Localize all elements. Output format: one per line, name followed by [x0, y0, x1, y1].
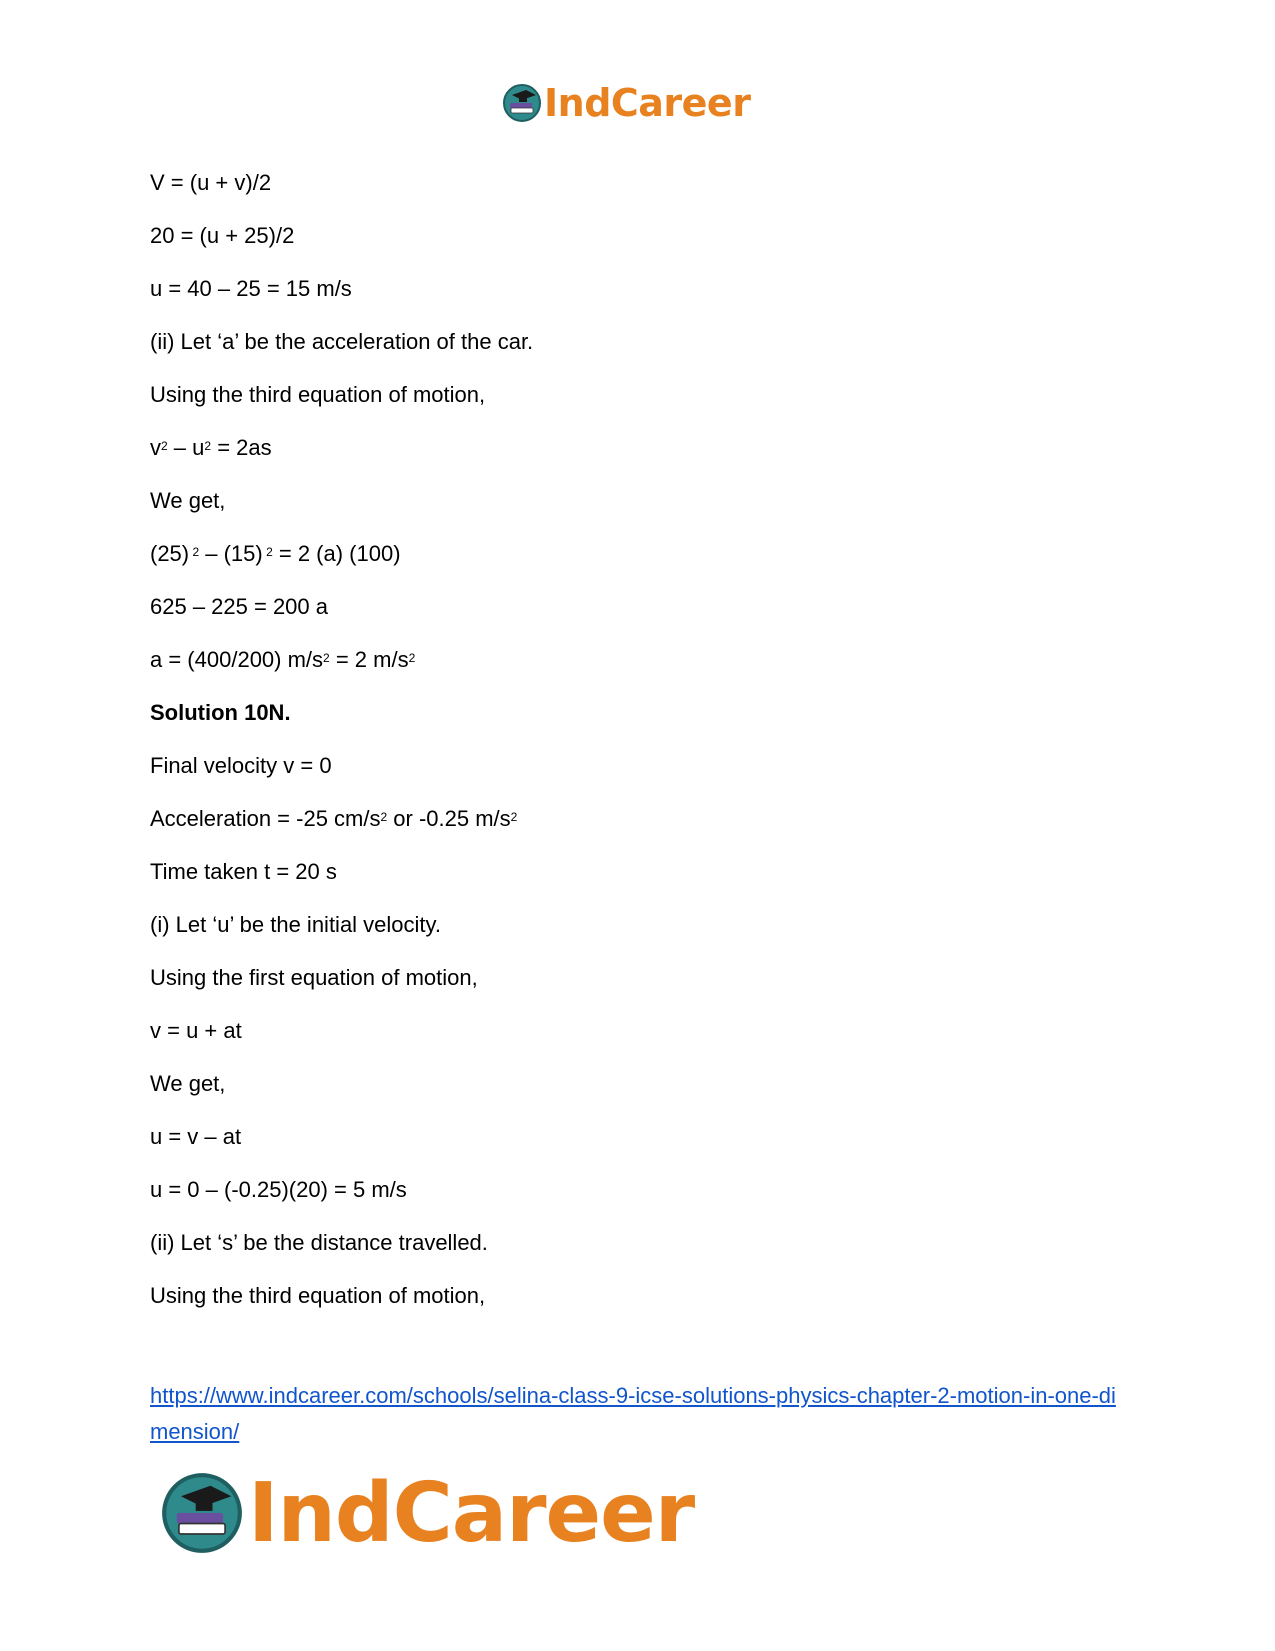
text-line: (i) Let ‘u’ be the initial velocity.	[150, 912, 442, 937]
indcareer-logo-top	[502, 78, 750, 128]
text-line: We get,	[150, 1071, 226, 1096]
text-line: u = 40 – 25 = 15 m/s	[150, 276, 352, 301]
equation-line	[150, 541, 401, 567]
text-line: Using the third equation of motion,	[150, 382, 486, 407]
text-line: Time taken t = 20 s	[150, 859, 337, 884]
text-line: Using the first equation of motion,	[150, 965, 478, 990]
superscript: 2	[204, 439, 212, 453]
text-line: (ii) Let ‘s’ be the distance travelled.	[150, 1230, 488, 1255]
superscript: 2	[510, 810, 518, 824]
superscript: 2	[408, 651, 416, 665]
brand-name: IndCareer	[248, 1465, 695, 1561]
text-line: Final velocity v = 0	[150, 753, 332, 778]
eq-part: or -0.25 m/s	[387, 806, 511, 831]
eq-part: = 2 m/s	[329, 647, 409, 672]
text-line: u = v – at	[150, 1124, 242, 1149]
text-line: u = 0 – (-0.25)(20) = 5 m/s	[150, 1177, 407, 1202]
eq-part: v	[150, 435, 161, 460]
text-line: v = u + at	[150, 1018, 242, 1043]
eq-part: (25)	[150, 541, 190, 566]
globe-book-icon	[160, 1471, 244, 1555]
superscript: 2	[323, 651, 330, 665]
text-line: V = (u + v)/2	[150, 170, 272, 195]
globe-book-icon	[502, 83, 542, 123]
text-line: (ii) Let ‘a’ be the acceleration of the car.	[150, 329, 534, 354]
superscript: 2	[189, 545, 200, 559]
superscript: 2	[262, 545, 273, 559]
equation-line	[150, 806, 517, 832]
brand-name: IndCareer	[544, 81, 751, 125]
equation-line	[150, 647, 415, 673]
superscript: 2	[161, 439, 168, 453]
eq-part: – u	[167, 435, 205, 460]
source-link[interactable]: https://www.indcareer.com/schools/selina-class-9-icse-solutions-physics-chapter-2-motion-in-one-dimension/	[150, 1383, 1116, 1444]
eq-part: Acceleration = -25 cm/s	[150, 806, 381, 831]
eq-part: – (15)	[199, 541, 263, 566]
text-line: 625 – 225 = 200 a	[150, 594, 328, 619]
solution-heading: Solution 10N.	[150, 700, 291, 725]
text-line: 20 = (u + 25)/2	[150, 223, 295, 248]
superscript: 2	[380, 810, 388, 824]
equation-line	[150, 435, 272, 461]
eq-part: = 2as	[211, 435, 272, 460]
eq-part: = 2 (a) (100)	[272, 541, 401, 566]
text-line: Using the third equation of motion,	[150, 1283, 486, 1308]
indcareer-logo-bottom	[160, 1465, 694, 1561]
eq-part: a = (400/200) m/s	[150, 647, 324, 672]
text-line: We get,	[150, 488, 226, 513]
